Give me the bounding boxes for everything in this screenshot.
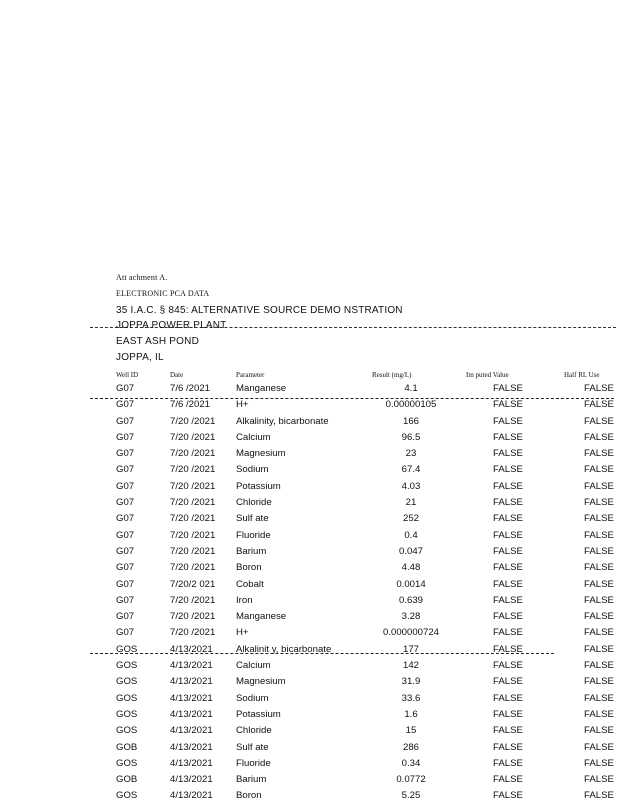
date-cell: 7/20 /2021 [170,627,216,639]
half-rl-cell: FALSE [584,774,614,786]
parameter-cell: Sulf ate [236,513,269,525]
well-id-cell: GOS [116,790,138,802]
imputed-cell: FALSE [493,415,523,427]
table-row [0,398,618,414]
half-rl-cell: FALSE [584,448,614,460]
well-id-cell: G07 [116,464,135,476]
half-rl-cell: FALSE [584,611,614,623]
result-cell: 4.48 [401,562,421,574]
data-table [0,382,618,806]
table-row [0,529,618,545]
col-half-rl: Half RL Use [564,371,600,379]
half-rl-cell: FALSE [584,757,614,769]
result-cell: 166 [402,415,419,427]
date-cell: 7/20 /2021 [170,431,216,443]
col-imputed: Im puted Value [466,371,509,379]
imputed-cell: FALSE [493,513,523,525]
half-rl-cell: FALSE [584,562,614,574]
parameter-cell: Iron [236,594,253,606]
imputed-cell: FALSE [493,611,523,623]
date-cell: 7/20 /2021 [170,513,216,525]
parameter-cell: Magnesium [236,448,286,460]
parameter-cell: Calcium [236,660,271,672]
imputed-cell: FALSE [493,594,523,606]
imputed-cell: FALSE [493,660,523,672]
half-rl-cell: FALSE [584,708,614,720]
parameter-cell: Calcium [236,431,271,443]
date-cell: 7/20 /2021 [170,545,216,557]
result-cell: 4.03 [401,480,421,492]
table-row [0,463,618,479]
table-row [0,789,618,805]
col-parameter: Parameter [236,371,265,379]
well-id-cell: G07 [116,545,135,557]
parameter-cell: Alkalinit y, bicarbonate [236,643,332,655]
date-cell: 7/20 /2021 [170,480,216,492]
imputed-cell: FALSE [493,708,523,720]
parameter-cell: Fluoride [236,529,271,541]
table-row [0,675,618,691]
col-date: Date [170,371,184,379]
imputed-cell: FALSE [493,790,523,802]
half-rl-cell: FALSE [584,497,614,509]
date-cell: 4/13/2021 [170,774,213,786]
well-id-cell: G07 [116,383,135,394]
parameter-cell: Sulf ate [236,741,269,753]
parameter-cell: Manganese [236,611,287,623]
col-result: Result (mg/L) [372,371,412,379]
table-row [0,382,618,398]
half-rl-cell: FALSE [584,725,614,737]
half-rl-cell: FALSE [584,383,614,394]
imputed-cell: FALSE [493,562,523,574]
half-rl-cell: FALSE [584,480,614,492]
imputed-cell: FALSE [493,643,523,655]
table-row [0,692,618,708]
location-name: JOPPA, IL [116,352,164,363]
well-id-cell: G07 [116,578,135,590]
imputed-cell: FALSE [493,529,523,541]
parameter-cell: Potassium [236,708,281,720]
well-id-cell: GOS [116,676,138,688]
date-cell: 4/13/2021 [170,643,213,655]
imputed-cell: FALSE [493,464,523,476]
date-cell: 4/13/2021 [170,741,213,753]
half-rl-cell: FALSE [584,415,614,427]
parameter-cell: Fluoride [236,757,271,769]
result-cell: 0.00000105 [385,399,437,411]
half-rl-cell: FALSE [584,399,614,411]
well-id-cell: GOS [116,643,138,655]
parameter-cell: Barium [236,774,267,786]
imputed-cell: FALSE [493,578,523,590]
half-rl-cell: FALSE [584,431,614,443]
pond-name: EAST ASH POND [116,336,199,347]
result-cell: 0.34 [401,757,421,769]
result-cell: 5.25 [401,790,421,802]
date-cell: 7/20 /2021 [170,464,216,476]
well-id-cell: G07 [116,627,135,639]
well-id-cell: GOB [116,741,138,753]
date-cell: 7/20 /2021 [170,562,216,574]
parameter-cell: Magnesium [236,676,286,688]
parameter-cell: H+ [236,399,249,411]
result-cell: 4.1 [404,383,418,394]
table-row [0,512,618,528]
attachment-label: Att achment A. [116,273,168,282]
date-cell: 7/20 /2021 [170,611,216,623]
result-cell: 3.28 [401,611,421,623]
well-id-cell: G07 [116,448,135,460]
date-cell: 7/20 /2021 [170,497,216,509]
date-cell: 4/13/2021 [170,725,213,737]
result-cell: 96.5 [401,431,421,443]
imputed-cell: FALSE [493,725,523,737]
imputed-cell: FALSE [493,431,523,443]
half-rl-cell: FALSE [584,513,614,525]
result-cell: 0.639 [398,594,423,606]
parameter-cell: Sodium [236,464,269,476]
table-row [0,643,618,659]
table-row [0,447,618,463]
parameter-cell: Manganese [236,383,287,394]
result-cell: 15 [405,725,417,737]
date-cell: 4/13/2021 [170,790,213,802]
table-row [0,496,618,512]
imputed-cell: FALSE [493,448,523,460]
imputed-cell: FALSE [493,627,523,639]
half-rl-cell: FALSE [584,627,614,639]
parameter-cell: Alkalinity, bicarbonate [236,415,329,427]
half-rl-cell: FALSE [584,545,614,557]
imputed-cell: FALSE [493,545,523,557]
table-row [0,480,618,496]
imputed-cell: FALSE [493,497,523,509]
parameter-cell: Barium [236,545,267,557]
imputed-cell: FALSE [493,399,523,411]
table-row [0,594,618,610]
half-rl-cell: FALSE [584,464,614,476]
well-id-cell: G07 [116,431,135,443]
well-id-cell: GOS [116,725,138,737]
table-row [0,578,618,594]
result-cell: 67.4 [401,464,421,476]
result-cell: 1.6 [404,708,418,720]
half-rl-cell: FALSE [584,529,614,541]
parameter-cell: Cobalt [236,578,264,590]
imputed-cell: FALSE [493,480,523,492]
result-cell: 21 [405,497,417,509]
table-row [0,626,618,642]
result-cell: 31.9 [401,676,421,688]
date-cell: 7/20/2 021 [170,578,216,590]
result-cell: 252 [402,513,419,525]
date-cell: 4/13/2021 [170,676,213,688]
result-cell: 0.047 [398,545,423,557]
table-row [0,757,618,773]
well-id-cell: G07 [116,594,135,606]
half-rl-cell: FALSE [584,643,614,655]
half-rl-cell: FALSE [584,676,614,688]
parameter-cell: Boron [236,790,262,802]
table-row [0,545,618,561]
parameter-cell: H+ [236,627,249,639]
parameter-cell: Chloride [236,497,272,509]
col-well-id: Well ID [116,371,139,379]
well-id-cell: GOS [116,660,138,672]
well-id-cell: G07 [116,611,135,623]
date-cell: 7/20 /2021 [170,594,216,606]
result-cell: 177 [402,643,419,655]
imputed-cell: FALSE [493,692,523,704]
date-cell: 7/20 /2021 [170,448,216,460]
regulation-title: 35 I.A.C. § 845: ALTERNATIVE SOURCE DEMO NSTRATION [116,305,403,316]
imputed-cell: FALSE [493,676,523,688]
result-cell: 0.000000724 [382,627,440,639]
well-id-cell: G07 [116,480,135,492]
well-id-cell: GOS [116,708,138,720]
date-cell: 4/13/2021 [170,757,213,769]
well-id-cell: G07 [116,415,135,427]
date-cell: 7/6 /2021 [170,383,211,394]
half-rl-cell: FALSE [584,741,614,753]
parameter-cell: Boron [236,562,262,574]
well-id-cell: G07 [116,529,135,541]
half-rl-cell: FALSE [584,692,614,704]
result-cell: 0.4 [404,529,418,541]
result-cell: 286 [402,741,419,753]
result-cell: 23 [405,448,417,460]
table-row [0,561,618,577]
electronic-data-label: ELECTRONIC PCA DATA [116,289,210,298]
table-row [0,708,618,724]
half-rl-cell: FALSE [584,790,614,802]
result-cell: 142 [402,660,419,672]
date-cell: 4/13/2021 [170,692,213,704]
plant-name: JOPPA POWER PLANT [116,320,227,331]
date-cell: 4/13/2021 [170,660,213,672]
result-cell: 0.0014 [396,578,426,590]
imputed-cell: FALSE [493,774,523,786]
half-rl-cell: FALSE [584,594,614,606]
table-row [0,610,618,626]
table-row [0,431,618,447]
table-row [0,724,618,740]
table-row [0,415,618,431]
imputed-cell: FALSE [493,757,523,769]
parameter-cell: Chloride [236,725,272,737]
well-id-cell: GOS [116,757,138,769]
result-cell: 0.0772 [396,774,426,786]
imputed-cell: FALSE [493,741,523,753]
date-cell: 7/6 /2021 [170,399,211,411]
table-row [0,741,618,757]
date-cell: 7/20 /2021 [170,415,216,427]
well-id-cell: GOB [116,774,138,786]
well-id-cell: G07 [116,513,135,525]
well-id-cell: G07 [116,497,135,509]
parameter-cell: Potassium [236,480,281,492]
imputed-cell: FALSE [493,383,523,394]
half-rl-cell: FALSE [584,660,614,672]
parameter-cell: Sodium [236,692,269,704]
table-row [0,773,618,789]
well-id-cell: GOS [116,692,138,704]
table-row [0,659,618,675]
date-cell: 4/13/2021 [170,708,213,720]
result-cell: 33.6 [401,692,421,704]
half-rl-cell: FALSE [584,578,614,590]
date-cell: 7/20 /2021 [170,529,216,541]
well-id-cell: G07 [116,399,135,411]
well-id-cell: G07 [116,562,135,574]
